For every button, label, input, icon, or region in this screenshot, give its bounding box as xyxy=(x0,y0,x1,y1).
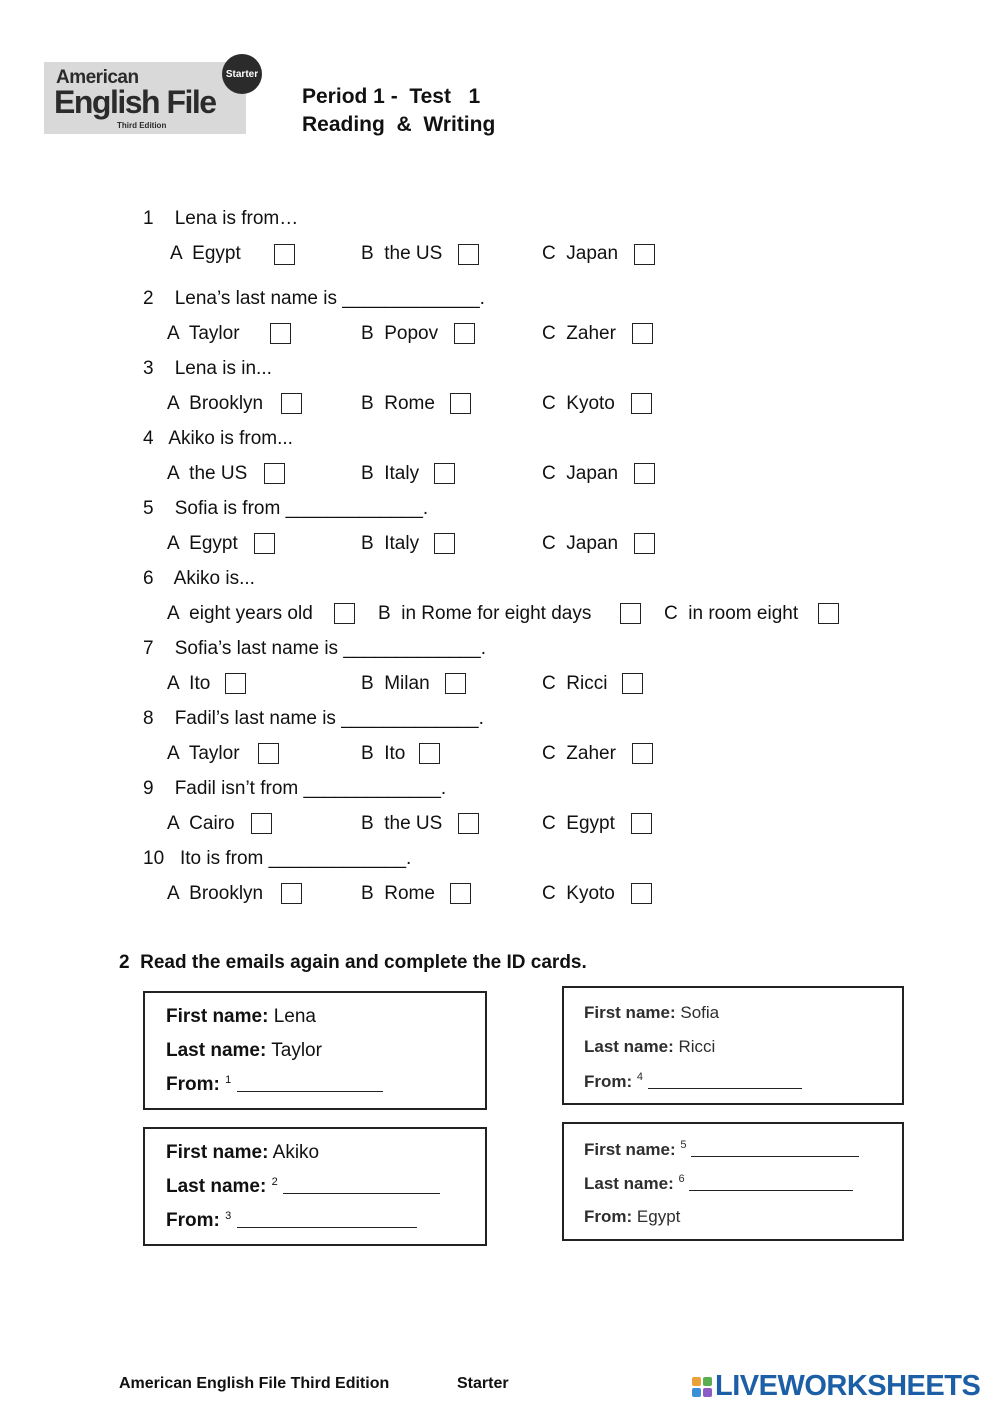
from-label: From: xyxy=(166,1210,220,1231)
q7-option-a: A Ito xyxy=(167,673,211,694)
last-name-value: Taylor xyxy=(271,1040,322,1061)
question-5: 5 Sofia is from _____________. xyxy=(143,498,429,519)
q1-option-b: B the US xyxy=(361,243,443,264)
q2-checkbox-c[interactable] xyxy=(632,323,653,344)
q10-checkbox-c[interactable] xyxy=(631,883,652,904)
logo-badge: Starter xyxy=(222,54,262,94)
liveworksheets-brand: LIVEWORKSHEETS xyxy=(715,1370,981,1402)
q8-checkbox-b[interactable] xyxy=(419,743,440,764)
question-3: 3 Lena is in... xyxy=(143,358,272,379)
q7-option-b: B Milan xyxy=(361,673,430,694)
q8-option-b: B Ito xyxy=(361,743,406,764)
q7-checkbox-a[interactable] xyxy=(225,673,246,694)
last-name-label: Last name: xyxy=(584,1174,674,1193)
q1-option-c: C Japan xyxy=(542,243,619,264)
q4-option-a: A the US xyxy=(167,463,248,484)
first-name-value: Akiko xyxy=(272,1142,320,1163)
q6-option-b: B in Rome for eight days xyxy=(378,603,592,624)
answer-blank-3[interactable] xyxy=(237,1210,417,1228)
last-name-value: Ricci xyxy=(678,1037,716,1056)
question-7: 7 Sofia’s last name is _____________. xyxy=(143,638,486,659)
q9-option-c: C Egypt xyxy=(542,813,615,834)
q10-checkbox-b[interactable] xyxy=(450,883,471,904)
q2-checkbox-a[interactable] xyxy=(270,323,291,344)
answer-blank-4[interactable] xyxy=(648,1071,802,1089)
question-2: 2 Lena’s last name is _____________. xyxy=(143,288,485,309)
gap-number: 1 xyxy=(225,1074,232,1086)
logo-line2: English File xyxy=(54,84,216,120)
from-label: From: xyxy=(584,1072,633,1091)
q3-option-b: B Rome xyxy=(361,393,435,414)
gap-number: 3 xyxy=(225,1210,232,1222)
q5-option-b: B Italy xyxy=(361,533,420,554)
publisher-logo xyxy=(44,62,259,134)
q9-option-b: B the US xyxy=(361,813,443,834)
q4-option-b: B Italy xyxy=(361,463,420,484)
gap-number: 2 xyxy=(271,1176,278,1188)
gap-number: 4 xyxy=(636,1071,644,1083)
last-name-label: Last name: xyxy=(166,1040,267,1061)
q5-option-a: A Egypt xyxy=(167,533,238,554)
id-card-egypt xyxy=(562,1122,904,1241)
q10-option-c: C Kyoto xyxy=(542,883,615,904)
q10-option-a: A Brooklyn xyxy=(167,883,264,904)
q9-checkbox-c[interactable] xyxy=(631,813,652,834)
q1-checkbox-b[interactable] xyxy=(458,244,479,265)
liveworksheets-icon xyxy=(692,1377,712,1397)
footer-book-title: American English File Third Edition xyxy=(119,1375,390,1392)
gap-number: 5 xyxy=(680,1139,687,1151)
first-name-label: First name: xyxy=(166,1142,269,1163)
last-name-label: Last name: xyxy=(166,1176,267,1197)
first-name-value: Sofia xyxy=(680,1003,720,1022)
first-name-label: First name: xyxy=(166,1006,269,1027)
q6-checkbox-b[interactable] xyxy=(620,603,641,624)
page-subtitle: Reading & Writing xyxy=(302,113,496,136)
page-title: Period 1 - Test 1 xyxy=(302,85,481,108)
q4-checkbox-c[interactable] xyxy=(634,463,655,484)
q8-checkbox-a[interactable] xyxy=(258,743,279,764)
from-label: From: xyxy=(584,1207,633,1226)
q10-option-b: B Rome xyxy=(361,883,435,904)
from-value: Egypt xyxy=(636,1207,681,1226)
last-name-label: Last name: xyxy=(584,1037,674,1056)
q7-option-c: C Ricci xyxy=(542,673,608,694)
q8-option-a: A Taylor xyxy=(167,743,240,764)
q1-checkbox-c[interactable] xyxy=(634,244,655,265)
section-2-heading: 2 Read the emails again and complete the ID cards. xyxy=(119,952,587,973)
q9-checkbox-b[interactable] xyxy=(458,813,479,834)
id-card-sofia xyxy=(562,986,904,1105)
q3-checkbox-b[interactable] xyxy=(450,393,471,414)
q1-checkbox-a[interactable] xyxy=(274,244,295,265)
q2-option-a: A Taylor xyxy=(167,323,240,344)
question-10: 10 Ito is from _____________. xyxy=(143,848,412,869)
q4-checkbox-b[interactable] xyxy=(434,463,455,484)
answer-blank-5[interactable] xyxy=(691,1139,859,1157)
logo-edition: Third Edition xyxy=(117,121,167,130)
q7-checkbox-c[interactable] xyxy=(622,673,643,694)
q3-checkbox-a[interactable] xyxy=(281,393,302,414)
from-label: From: xyxy=(166,1074,220,1095)
q6-option-a: A eight years old xyxy=(167,603,313,624)
question-8: 8 Fadil’s last name is _____________. xyxy=(143,708,484,729)
q6-checkbox-c[interactable] xyxy=(818,603,839,624)
q9-checkbox-a[interactable] xyxy=(251,813,272,834)
first-name-value: Lena xyxy=(273,1006,316,1027)
answer-blank-6[interactable] xyxy=(689,1173,853,1191)
answer-blank-1[interactable] xyxy=(237,1074,383,1092)
gap-number: 6 xyxy=(678,1173,685,1185)
q4-checkbox-a[interactable] xyxy=(264,463,285,484)
q5-checkbox-c[interactable] xyxy=(634,533,655,554)
q3-option-a: A Brooklyn xyxy=(167,393,264,414)
liveworksheets-logo xyxy=(692,1370,980,1403)
id-card-lena xyxy=(143,991,487,1110)
question-4: 4 Akiko is from... xyxy=(143,428,293,449)
q9-option-a: A Cairo xyxy=(167,813,235,834)
q2-checkbox-b[interactable] xyxy=(454,323,475,344)
q8-checkbox-c[interactable] xyxy=(632,743,653,764)
footer-level: Starter xyxy=(457,1375,509,1392)
q10-checkbox-a[interactable] xyxy=(281,883,302,904)
q7-checkbox-b[interactable] xyxy=(445,673,466,694)
q1-option-a: A Egypt xyxy=(170,243,241,264)
question-6: 6 Akiko is... xyxy=(143,568,255,589)
q5-checkbox-a[interactable] xyxy=(254,533,275,554)
q4-option-c: C Japan xyxy=(542,463,619,484)
q6-option-c: C in room eight xyxy=(664,603,799,624)
answer-blank-2[interactable] xyxy=(283,1176,440,1194)
q2-option-c: C Zaher xyxy=(542,323,616,344)
question-1: 1 Lena is from… xyxy=(143,208,299,229)
q3-option-c: C Kyoto xyxy=(542,393,615,414)
q5-option-c: C Japan xyxy=(542,533,619,554)
first-name-label: First name: xyxy=(584,1003,676,1022)
q5-checkbox-b[interactable] xyxy=(434,533,455,554)
question-9: 9 Fadil isn’t from _____________. xyxy=(143,778,447,799)
q2-option-b: B Popov xyxy=(361,323,439,344)
q6-checkbox-a[interactable] xyxy=(334,603,355,624)
q3-checkbox-c[interactable] xyxy=(631,393,652,414)
first-name-label: First name: xyxy=(584,1140,676,1159)
logo-line1: American xyxy=(56,67,139,88)
q8-option-c: C Zaher xyxy=(542,743,616,764)
id-card-akiko xyxy=(143,1127,487,1246)
